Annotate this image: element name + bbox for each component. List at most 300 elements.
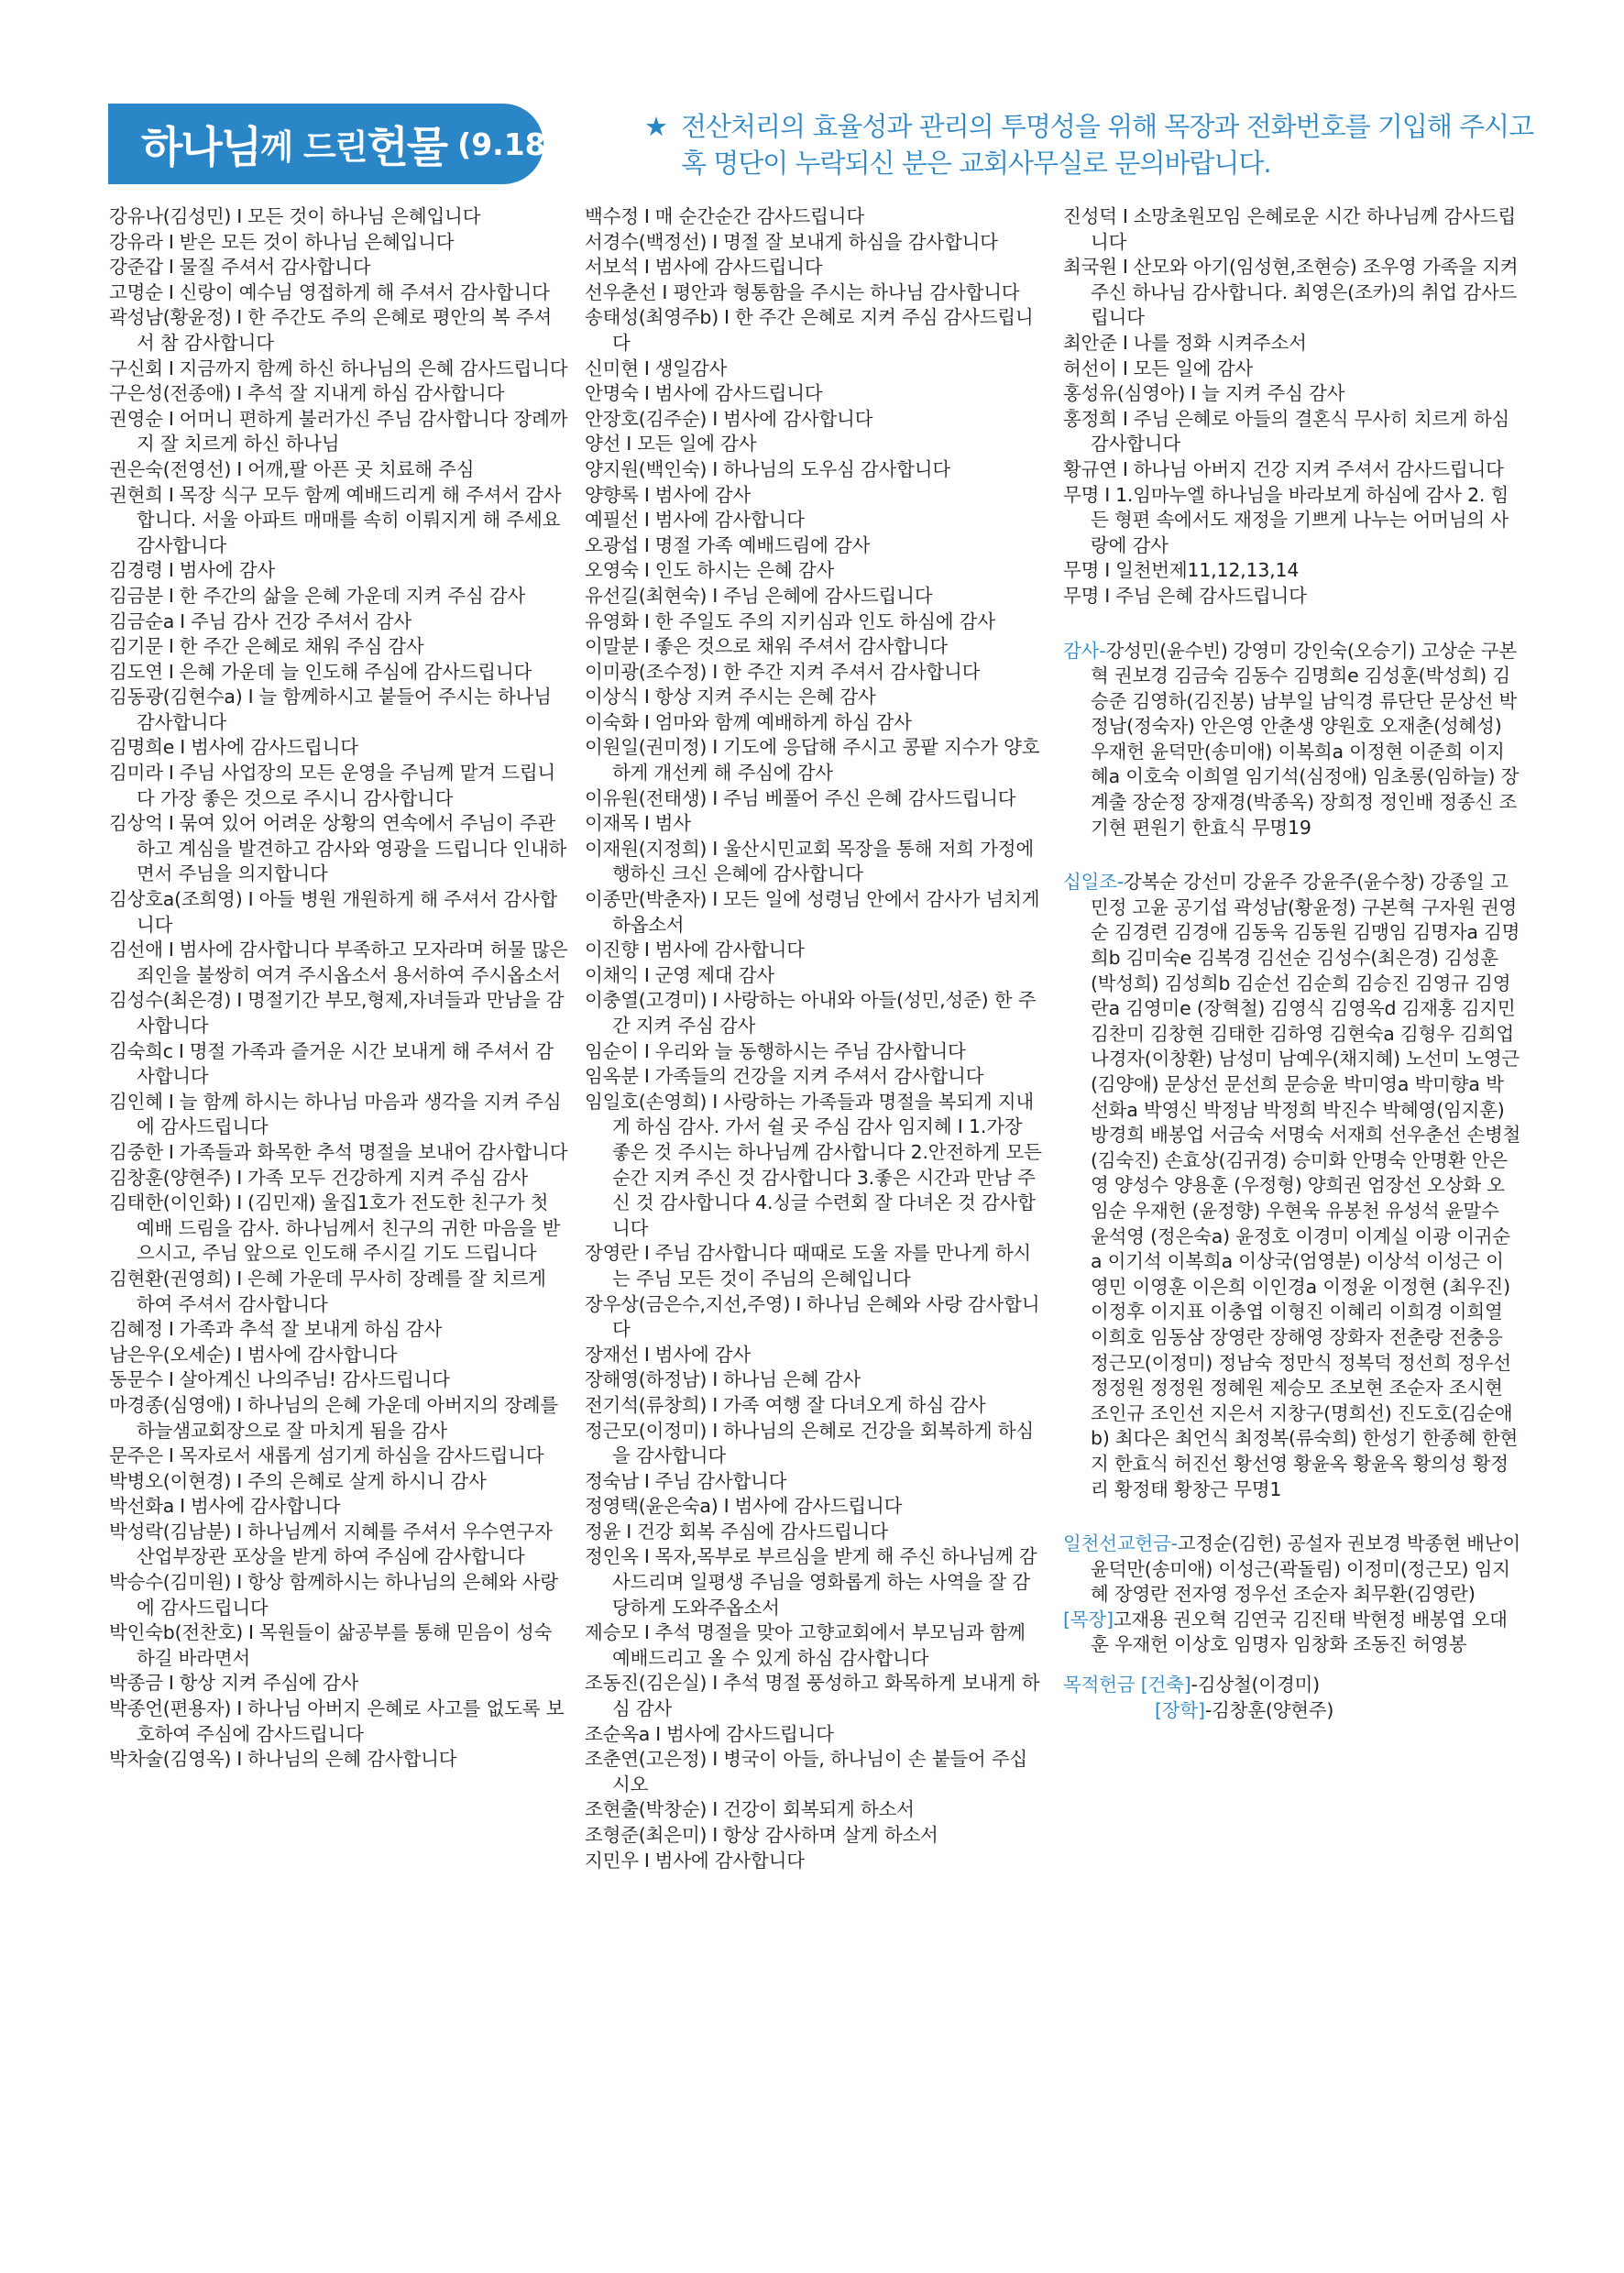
offering-entry xyxy=(585,508,1045,533)
donor-name: 강준갑 xyxy=(109,256,163,279)
donor-name: 오광섭 xyxy=(585,533,639,556)
separator: I xyxy=(712,407,719,430)
offering-entry xyxy=(585,1797,1045,1823)
separator: I xyxy=(643,357,650,379)
offering-message: 생일감사 xyxy=(654,357,728,379)
offering-message: 범사에 감사 xyxy=(654,483,752,506)
offering-message: 목자로서 새롭게 섬기게 하심을 감사드립니다 xyxy=(179,1444,544,1467)
offering-entry xyxy=(109,1494,569,1520)
offering-list-column-1 xyxy=(109,204,569,1773)
offering-entry xyxy=(109,1039,569,1090)
separator: I xyxy=(168,635,174,658)
offering-message: 한 주간도 주의 은혜로 평안의 복 주셔서 참 감사합니다 xyxy=(137,306,553,354)
donor-name: 진성덕 xyxy=(1063,205,1117,227)
separator: I xyxy=(712,888,719,911)
thousand-offering-group xyxy=(1063,1532,1521,1608)
donor-name: 홍성유(심영아) xyxy=(1063,382,1186,405)
offering-entry xyxy=(585,1671,1045,1721)
donor-name: 최국원 xyxy=(1063,256,1117,279)
offering-message: 범사에 감사드립니다 xyxy=(654,382,823,405)
separator: I xyxy=(168,230,174,253)
offering-message: 한 주일도 주의 지키심과 인도 하심에 감사 xyxy=(654,609,995,632)
separator: I xyxy=(643,609,650,632)
donor-name: 김명희e xyxy=(109,736,175,759)
separator: I xyxy=(168,812,174,835)
offering-entry xyxy=(585,1039,1045,1065)
offering-message: 한 주간 은혜로 지켜 주심 감사드립니다 xyxy=(612,306,1034,354)
separator: I xyxy=(236,1393,243,1416)
separator: I xyxy=(236,1267,243,1290)
offering-message: 주님 은혜로 아들의 결혼식 무사히 치르게 하심 감사합니다 xyxy=(1091,407,1510,456)
separator: I xyxy=(168,939,174,961)
donor-name: 김미라 xyxy=(109,762,163,785)
offering-entry xyxy=(1063,331,1521,357)
separator: I xyxy=(643,686,650,708)
donor-name: 무명 xyxy=(1063,559,1100,582)
donor-name: 송태성(최영주b) xyxy=(585,306,719,329)
offering-message: 늘 함께 하시는 하나님 마음과 생각을 지켜 주심에 감사드립니다 xyxy=(137,1090,562,1138)
donor-name: 유선길(최현숙) xyxy=(585,584,708,607)
offering-entry xyxy=(1063,407,1521,457)
offering-message: 아들 병원 개원하게 해 주셔서 감사합니다 xyxy=(137,888,558,936)
donor-name: 남은우(오세순) xyxy=(109,1343,232,1366)
offering-message: 목장 식구 모두 함께 예배드리게 해 주셔서 감사합니다. 서울 아파트 매매를 속히 이뤄지게 해 주세요 감사합니다 xyxy=(137,483,562,556)
separator: I xyxy=(643,1065,650,1088)
separator: I xyxy=(712,1672,719,1695)
offering-message: 범사에 감사합니다 xyxy=(723,407,873,430)
donor-name: 임순이 xyxy=(585,1039,639,1062)
offering-message: 신랑이 예수님 영접하게 해 주셔서 감사합니다 xyxy=(179,280,550,303)
offering-entry xyxy=(585,811,1045,837)
donor-name: 구은성(전종애) xyxy=(109,382,232,405)
separator: I xyxy=(236,306,243,329)
group-label: [목장] xyxy=(1063,1608,1114,1631)
offering-message: 하나님의 은혜 가운데 아버지의 장례를 하늘샘교회장으로 잘 마치게 됨을 감사 xyxy=(137,1393,558,1442)
donor-name: 고명순 xyxy=(109,280,163,303)
offering-entry xyxy=(585,255,1045,280)
offering-entry xyxy=(585,938,1045,963)
offering-entry xyxy=(109,1090,569,1140)
group-names: 고정순(김헌) 공설자 권보경 박종현 배난이 윤덕만(송미애) 이성근(곽돌림) 이정미(정근모) 임지혜 장영란 전자영 정우선 조순자 최무환(김영란) xyxy=(1091,1532,1520,1606)
offering-message: 산모와 아기(임성현,조현승) 조우영 가족을 지켜 주신 하나님 감사합니다. 최영은(조카)의 취업 감사드립니다 xyxy=(1091,256,1519,329)
group-label: [장학] xyxy=(1155,1698,1205,1721)
offering-entry xyxy=(109,1697,569,1747)
donor-name: 박종언(편용자) xyxy=(109,1697,232,1720)
offering-message: 추석 명절을 맞아 고향교회에서 부모님과 함께 예배드리고 올 수 있게 하심 감사합니다 xyxy=(612,1621,1026,1669)
offering-entry xyxy=(109,735,569,761)
offering-entry xyxy=(1063,457,1521,483)
separator: I xyxy=(712,1393,719,1416)
offering-message: (김민재) 울집1호가 전도한 친구가 첫 예배 드림을 감사. 하나님께서 친구의 귀한 마음을 받으시고, 주님 앞으로 인도해 주시길 기도 드립니다 xyxy=(137,1191,561,1265)
group-label: 감사- xyxy=(1063,639,1106,662)
offering-entry xyxy=(1063,255,1521,331)
offering-message: 주님 감사합니다 xyxy=(654,1469,787,1492)
separator: I xyxy=(247,686,254,708)
offering-message: 지금까지 함께 하신 하나님의 은혜 감사드립니다 xyxy=(179,357,568,379)
title-small: 께 드린 xyxy=(260,127,368,167)
offering-entry xyxy=(109,634,569,660)
donor-name: 안장호(김주순) xyxy=(585,407,708,430)
offering-entry xyxy=(109,761,569,811)
offering-message: 소망초원모임 은혜로운 시간 하나님께 감사드립니다 xyxy=(1091,205,1516,253)
donor-name: 김동광(김현수a) xyxy=(109,686,243,708)
offering-message: 은혜 가운데 무사히 장례를 잘 치르게 하여 주셔서 감사합니다 xyxy=(137,1267,546,1315)
separator: I xyxy=(643,1039,650,1062)
offering-message: 하나님 아버지 은혜로 사고를 없도록 보호하여 주심에 감사드립니다 xyxy=(137,1697,565,1745)
offering-message: 하나님 은혜와 사랑 감사합니다 xyxy=(612,1292,1040,1341)
donor-name: 박선화a xyxy=(109,1495,175,1518)
donor-name: 유영화 xyxy=(585,609,639,632)
offering-message: 매 순간순간 감사드립니다 xyxy=(654,205,864,227)
offering-entry xyxy=(585,887,1045,938)
offering-message: 하나님의 은혜 감사합니다 xyxy=(247,1748,457,1771)
offering-message: 주님 은혜 감사드립니다 xyxy=(1115,584,1307,607)
donor-name: 김상호a(조희영) xyxy=(109,888,243,911)
donor-name: 김숙희c xyxy=(109,1039,173,1062)
separator: I xyxy=(236,457,243,480)
donor-name: 무명 xyxy=(1063,584,1100,607)
offering-entry xyxy=(109,558,569,584)
group-label: 목적헌금 [건축] xyxy=(1063,1674,1191,1697)
separator: I xyxy=(168,1090,174,1113)
separator: I xyxy=(712,1748,719,1771)
separator: I xyxy=(248,1621,254,1644)
separator: I xyxy=(168,1368,174,1391)
separator: I xyxy=(712,1419,719,1442)
donor-name: 양선 xyxy=(585,433,621,456)
offering-message: 하나님의 도우심 감사합니다 xyxy=(723,457,950,480)
donor-name: 이상식 xyxy=(585,686,639,708)
offering-message: 우리와 늘 동행하시는 주님 감사합니다 xyxy=(654,1039,966,1062)
offering-message: 일천번제11,12,13,14 xyxy=(1115,559,1300,582)
donor-name: 정영택(윤은숙a) xyxy=(585,1495,719,1518)
offering-message: 범사에 감사합니다 xyxy=(654,939,805,961)
offering-entry xyxy=(109,1343,569,1368)
offering-entry xyxy=(109,1393,569,1444)
offering-message: 범사 xyxy=(654,812,691,835)
separator: I xyxy=(168,559,174,582)
offering-message: 하나님 은혜 감사 xyxy=(723,1368,861,1391)
separator: I xyxy=(168,280,174,303)
offering-entry xyxy=(109,685,569,735)
donor-name: 제승모 xyxy=(585,1621,639,1644)
donor-name: 김경령 xyxy=(109,559,163,582)
offering-entry xyxy=(585,483,1045,509)
offering-message: 하나님의 은혜로 건강을 회복하게 하심을 감사합니다 xyxy=(612,1419,1034,1467)
offering-entry xyxy=(109,811,569,887)
donor-name: 조형준(최은미) xyxy=(585,1824,708,1846)
donor-name: 문주은 xyxy=(109,1444,163,1467)
separator: I xyxy=(247,888,254,911)
donor-name: 조동진(김은실) xyxy=(585,1672,708,1695)
donor-name: 조현출(박창순) xyxy=(585,1798,708,1821)
offering-entry xyxy=(585,1064,1045,1090)
offering-message: 항상 지켜 주시는 은혜 감사 xyxy=(654,686,876,708)
offering-entry xyxy=(585,357,1045,382)
offering-message: 어머니 편하게 불러가신 주님 감사합니다 장례까지 잘 치르게 하신 하나님 xyxy=(137,407,568,456)
donor-name: 김도연 xyxy=(109,660,163,683)
offering-entry xyxy=(585,1393,1045,1419)
donor-name: 백수정 xyxy=(585,205,639,227)
donor-name: 동문수 xyxy=(109,1368,163,1391)
donor-name: 박병오(이현경) xyxy=(109,1469,232,1492)
separator: I xyxy=(1122,205,1128,227)
offering-message: 가족과 추석 잘 보내게 하심 감사 xyxy=(179,1318,443,1341)
offering-message: 엄마와 함께 예배하게 하심 감사 xyxy=(654,710,912,733)
separator: I xyxy=(168,407,174,430)
offering-message: 모든 것이 하나님 은혜입니다 xyxy=(247,205,481,227)
separator: I xyxy=(796,1292,802,1315)
donor-name: 오영숙 xyxy=(585,559,639,582)
offering-entry xyxy=(109,660,569,686)
offering-entry xyxy=(585,1823,1045,1849)
separator: I xyxy=(643,635,650,658)
separator: I xyxy=(712,786,719,809)
separator: I xyxy=(236,1571,243,1594)
thanks-group xyxy=(1063,639,1521,841)
donor-name: 조춘연(고은정) xyxy=(585,1748,708,1771)
offering-entry xyxy=(585,1343,1045,1368)
purpose-offering-scholarship xyxy=(1063,1698,1521,1724)
offering-message: 모든 일에 성령님 안에서 감사가 넘치게 하옵소서 xyxy=(612,888,1040,936)
separator: I xyxy=(168,1672,174,1695)
offering-message: 범사에 감사드립니다 xyxy=(191,736,358,759)
donor-name: 정윤 xyxy=(585,1520,621,1543)
offering-message: 범사에 감사합니다 xyxy=(247,1343,398,1366)
offering-entry xyxy=(109,1469,569,1495)
separator: I xyxy=(643,710,650,733)
donor-name: 임일호(손영희) xyxy=(585,1090,708,1113)
offering-entry xyxy=(1063,204,1521,255)
offering-entry xyxy=(109,204,569,230)
separator: I xyxy=(643,559,650,582)
offering-message: 범사에 감사드립니다 xyxy=(734,1495,903,1518)
separator: I xyxy=(662,280,668,303)
offering-message: 늘 함께하시고 붙들어 주시는 하나님 감사합니다 xyxy=(137,686,552,733)
separator: I xyxy=(1191,382,1197,405)
separator: I xyxy=(168,660,174,683)
offering-entry xyxy=(585,1419,1045,1469)
separator: I xyxy=(643,382,650,405)
offering-message: 주님 은혜에 감사드립니다 xyxy=(723,584,933,607)
donor-name: 장해영(하정남) xyxy=(585,1368,708,1391)
donor-name: 권현희 xyxy=(109,483,163,506)
group-names: 강복순 강선미 강윤주 강윤주(윤수창) 강종일 고민정 고윤 공기섭 곽성남(황윤정) 구본혁 구자원 권영순 김경련 김경애 김동욱 김동원 김맹임 김명자a 김명희b 김미숙e 김복경 김선순 김성수(최은경) 김성훈(박성희) 김성희b 김순선 김순희 김승진 김영규 김영란a 김영미e (장혁철) 김영식 김영옥d 김재홍 김지민 김찬미 김창현 김태한 김하영 김현숙a 김형우 김희업 나경자(이창환) 남성미 남예우(채지혜) 노선미 노영근(김양애) 문상선 문선희 문승윤 박미영a 박미향a 박선화a 박영신 박정남 박정희 박진수 박혜영(임지훈) 방경희 배봉업 서금숙 서명숙 서재희 선우춘선 손병철(김숙진) 손효상(김귀경) 승미화 안명숙 안명환 안은영 양성수 양용훈 (우정형) 양희권 엄장선 오상화 오임순 우재헌 (윤정향) 우현욱 유봉천 유성석 윤말수 윤석영 (정은숙a) 윤정호 이경미 이계실 이광 이귀순a 이기석 이복희a 이상국(엄영분) 이상석 이성근 이영민 이영훈 이은희 이인경a 이정윤 이정현 (최우진) 이정후 이지표 이충엽 이형진 이혜리 이희경 이희열 이희호 임동삼 장영란 장해영 장화자 전춘랑 전충응 정근모(이정미) 정남숙 정만식 정복덕 정선희 정우선 정정원 정정원 정혜원 제승모 조보현 조순자 조시현 조인규 조인선 지은서 지창구(명희선) 진도호(김순애b) 최다은 최언식 최정복(류숙희) 한성기 한종혜 한현지 한효식 허진선 황선영 황윤옥 황윤옥 황의성 황정리 황정태 황창근 무명1 xyxy=(1091,871,1521,1500)
donor-name: 선우춘선 xyxy=(585,280,657,303)
offering-message: 가족들의 건강을 지켜 주셔서 감사합니다 xyxy=(654,1065,984,1088)
separator: I xyxy=(1104,483,1111,506)
donor-name: 이채익 xyxy=(585,963,639,986)
separator: I xyxy=(236,1343,243,1366)
group-label: 십일조- xyxy=(1063,871,1125,894)
offering-title-banner xyxy=(108,104,560,184)
offering-entry xyxy=(585,1292,1045,1343)
offering-entry xyxy=(585,1494,1045,1520)
offering-message: 가족 여행 잘 다녀오게 하심 감사 xyxy=(723,1393,986,1416)
offering-entry xyxy=(109,988,569,1038)
offering-message: 물질 주셔서 감사합니다 xyxy=(179,256,371,279)
notice xyxy=(644,108,1570,181)
offering-entry xyxy=(585,457,1045,483)
title-main2: 헌물 xyxy=(367,122,447,173)
donor-name: 김성수(최은경) xyxy=(109,989,232,1012)
offering-message: 좋은 것으로 채워 주셔서 감사합니다 xyxy=(654,635,948,658)
separator: I xyxy=(643,533,650,556)
separator: I xyxy=(236,1469,243,1492)
offering-entry xyxy=(109,609,569,635)
offering-entry xyxy=(585,381,1045,407)
separator: I xyxy=(1104,584,1111,607)
separator: I xyxy=(1122,357,1128,379)
offering-message: 명절 가족과 즐거운 시간 보내게 해 주셔서 감사합니다 xyxy=(137,1039,554,1088)
title-main: 하나님 xyxy=(141,122,261,173)
separator: I xyxy=(643,939,650,961)
offering-entry xyxy=(585,533,1045,559)
offering-entry xyxy=(585,1520,1045,1545)
donor-name: 곽성남(황윤정) xyxy=(109,306,232,329)
offering-entry xyxy=(1063,357,1521,382)
separator: I xyxy=(1122,457,1128,480)
separator: I xyxy=(236,382,243,405)
donor-name: 이충열(고경미) xyxy=(585,989,708,1012)
offering-entry xyxy=(109,305,569,356)
donor-name: 이재원(지정희) xyxy=(585,837,708,860)
separator: I xyxy=(168,1140,174,1163)
separator: I xyxy=(626,1520,632,1543)
donor-name: 양향록 xyxy=(585,483,639,506)
donor-name: 정숙남 xyxy=(585,1469,639,1492)
separator: I xyxy=(643,1849,650,1872)
separator: I xyxy=(168,256,174,279)
separator: I xyxy=(1104,559,1111,582)
donor-name: 장영란 xyxy=(585,1242,639,1265)
offering-entry xyxy=(109,1317,569,1343)
offering-entry xyxy=(109,1620,569,1671)
separator: I xyxy=(180,736,186,759)
separator: I xyxy=(712,1368,719,1391)
offering-message: 사랑하는 가족들과 명절을 복되게 지내게 하심 감사. 가서 쉴 곳 주심 감사 임지혜 I 1.가장 좋은 것 주시는 하나님께 감사합니다 2.안전하게 모든 순간 지켜 주신 것 감사합니다 3.좋은 시간과 만남 주신 것 감사합니다 4.싱글 수련회 잘 다녀온 것 감사합니다 xyxy=(612,1090,1042,1239)
donor-name: 무명 xyxy=(1063,483,1100,506)
offering-entry xyxy=(1063,558,1521,584)
separator: I xyxy=(643,1621,650,1644)
offering-message: 주의 은혜로 살게 하시니 감사 xyxy=(247,1469,487,1492)
separator: I xyxy=(236,1748,243,1771)
donor-name: 강유라 xyxy=(109,230,163,253)
offering-entry xyxy=(109,407,569,457)
offering-message: 군영 제대 감사 xyxy=(654,963,774,986)
offering-entry xyxy=(585,1544,1045,1620)
offering-message: 항상 지켜 주심에 감사 xyxy=(179,1672,359,1695)
separator: I xyxy=(168,357,174,379)
separator: I xyxy=(723,1495,730,1518)
offering-entry xyxy=(585,1090,1045,1242)
donor-name: 박승수(김미원) xyxy=(109,1571,232,1594)
offering-message: 범사에 감사합니다 xyxy=(654,509,805,532)
donor-name: 김인혜 xyxy=(109,1090,163,1113)
offering-entry xyxy=(585,584,1045,609)
offering-entry xyxy=(585,710,1045,736)
offering-message: 항상 함께하시는 하나님의 은혜와 사랑에 감사드립니다 xyxy=(137,1571,558,1619)
separator: I xyxy=(643,483,650,506)
donor-name: 강유나(김성민) xyxy=(109,205,232,227)
offering-entry xyxy=(109,1140,569,1166)
offering-message: 주님 사업장의 모든 운영을 주님께 맡겨 드립니다 가장 좋은 것으로 주시니 감사합니다 xyxy=(137,762,556,809)
offering-entry xyxy=(585,735,1045,785)
donor-name: 박성락(김남분) xyxy=(109,1520,232,1543)
separator: I xyxy=(643,256,650,279)
offering-entry xyxy=(109,584,569,609)
donor-name: 허선이 xyxy=(1063,357,1117,379)
separator: I xyxy=(236,989,243,1012)
offering-entry xyxy=(109,1191,569,1267)
offering-message: 어깨,팔 아픈 곳 치료해 주심 xyxy=(247,457,475,480)
offering-entry xyxy=(109,1747,569,1773)
offering-message: 모든 일에 감사 xyxy=(1133,357,1253,379)
donor-name: 권은숙(전영선) xyxy=(109,457,232,480)
donor-name: 박종금 xyxy=(109,1672,163,1695)
separator: I xyxy=(168,1318,174,1341)
separator: I xyxy=(712,584,719,607)
offering-entry xyxy=(109,1444,569,1469)
offering-entry xyxy=(585,1747,1045,1797)
donor-name: 김상억 xyxy=(109,812,163,835)
offering-message: 명절 잘 보내게 하심을 감사합니다 xyxy=(723,230,998,253)
offering-entry xyxy=(109,1671,569,1697)
group-label: 일천선교헌금- xyxy=(1063,1532,1178,1555)
offering-entry xyxy=(585,558,1045,584)
offering-message: 건강 회복 주심에 감사드립니다 xyxy=(637,1520,888,1543)
donor-name: 임옥분 xyxy=(585,1065,639,1088)
separator: I xyxy=(180,1495,186,1518)
separator: I xyxy=(643,1545,650,1568)
offering-message: 항상 감사하며 살게 하소서 xyxy=(723,1824,938,1846)
donor-name: 정인옥 xyxy=(585,1545,639,1568)
separator: I xyxy=(178,1039,184,1062)
separator: I xyxy=(712,230,719,253)
group-names: -김창훈(양현주) xyxy=(1204,1698,1334,1721)
donor-name: 최안준 xyxy=(1063,331,1117,354)
group-names: 강성민(윤수빈) 강영미 강인숙(오승기) 고상순 구본혁 권보경 김금숙 김동수 김명희e 김성훈(박성희) 김승준 김영하(김진봉) 남부일 남익경 류단단 문상선 박정남(정숙자) 안은영 안춘생 양원호 오재춘(성혜성) 우재헌 윤덕만(송미애) 이복희a 이정현 이준희 이지혜a 이호숙 이희열 임기석(심정애) 임초롱(임하늘) 장계출 장순정 장재경(박종옥) 장희정 정인배 정종신 조기현 편원기 한효식 무명19 xyxy=(1091,639,1520,839)
separator: I xyxy=(236,1697,243,1720)
offering-message: 주님 감사합니다 때때로 도울 자를 만나게 하시는 주님 모든 것이 주님의 은혜입니다 xyxy=(612,1242,1032,1290)
offering-message: 하나님께서 지혜를 주셔서 우수연구자 산업부장관 포상을 받게 하여 주심에 감사합니다 xyxy=(137,1520,553,1568)
separator: I xyxy=(712,837,719,860)
offering-message: 인도 하시는 은혜 감사 xyxy=(654,559,835,582)
separator: I xyxy=(626,433,632,456)
donor-name: 김창훈(양현주) xyxy=(109,1166,232,1189)
separator: I xyxy=(180,609,186,632)
offering-message: 살아계신 나의주님! 감사드립니다 xyxy=(179,1368,450,1391)
donor-name: 양지원(백인숙) xyxy=(585,457,708,480)
donor-name: 조순옥a xyxy=(585,1722,651,1745)
donor-name: 홍정희 xyxy=(1063,407,1117,430)
offering-entry xyxy=(585,660,1045,686)
offering-message: 범사에 감사드립니다 xyxy=(666,1722,834,1745)
separator: I xyxy=(712,1798,719,1821)
separator: I xyxy=(712,1090,719,1113)
separator: I xyxy=(168,762,174,785)
offering-message: 범사에 감사합니다 xyxy=(191,1495,341,1518)
donor-name: 신미현 xyxy=(585,357,639,379)
donor-name: 김금분 xyxy=(109,584,163,607)
offering-message: 건강이 회복되게 하소서 xyxy=(723,1798,915,1821)
offering-message: 명절 가족 예배드림에 감사 xyxy=(654,533,871,556)
purpose-offering-building xyxy=(1063,1673,1521,1698)
donor-name: 김기문 xyxy=(109,635,163,658)
donor-name: 김혜정 xyxy=(109,1318,163,1341)
offering-message: 목자,목부로 부르심을 받게 해 주신 하나님께 감사드리며 일평생 주님을 영화롭게 하는 사역을 잘 감당하게 도와주옵소서 xyxy=(612,1545,1037,1619)
offering-entry xyxy=(109,381,569,407)
